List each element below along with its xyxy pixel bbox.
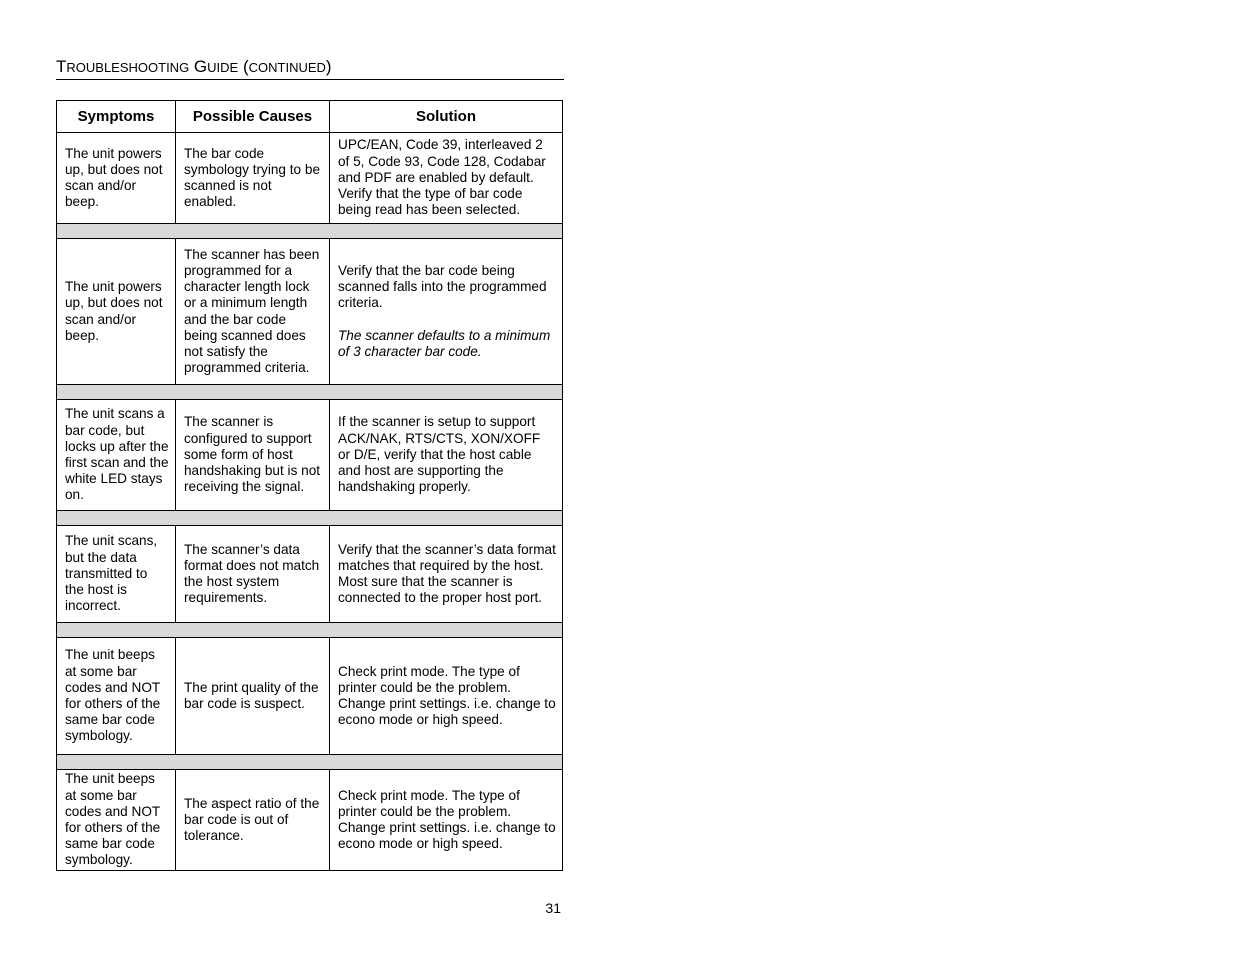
cause-cell: The aspect ratio of the bar code is out of tolerance.	[176, 770, 330, 871]
heading-close-paren: )	[325, 57, 332, 76]
solution-cell: Verify that the scanner’s data format matches that required by the host. Most sure that the scanner is connected to the proper host port.	[330, 526, 563, 623]
solution-cell: Check print mode. The type of printer could be the problem. Change print settings. i.e. change to econo mode or high speed.	[330, 770, 563, 871]
symptom-cell: The unit scans, but the data transmitted to the host is incorrect.	[57, 526, 176, 623]
symptom-cell: The unit beeps at some bar codes and NOT for others of the same bar code symbology.	[57, 638, 176, 755]
solution-cell	[330, 239, 563, 385]
troubleshooting-table	[56, 100, 563, 871]
page-number: 31	[545, 900, 561, 916]
table-row	[57, 239, 563, 385]
table-row	[57, 526, 563, 623]
table-row	[57, 400, 563, 511]
heading-open-paren: (	[242, 57, 249, 76]
cause-cell: The scanner’s data format does not match the host system requirements.	[176, 526, 330, 623]
table-header-row	[57, 101, 563, 133]
cause-cell: The scanner has been programmed for a character length lock or a minimum length and the bar code being scanned does not satisfy the programmed criteria.	[176, 239, 330, 385]
symptom-cell: The unit beeps at some bar codes and NOT for others of the same bar code symbology.	[57, 770, 176, 871]
separator-row	[57, 385, 563, 400]
table-row	[57, 133, 563, 224]
heading-cap-g: G	[193, 57, 208, 76]
symptom-cell: The unit scans a bar code, but locks up after the first scan and the white LED stays on.	[57, 400, 176, 511]
solution-text: Verify that the bar code being scanned falls into the programmed criteria.	[338, 262, 547, 311]
heading-word-continued: CONTINUED	[248, 60, 326, 75]
header-symptoms: Symptoms	[57, 101, 176, 133]
solution-cell: Check print mode. The type of printer could be the problem. Change print settings. i.e. change to econo mode or high speed.	[330, 638, 563, 755]
separator-row	[57, 623, 563, 638]
solution-note: The scanner defaults to a minimum of 3 character bar code.	[338, 327, 551, 359]
separator-row	[57, 224, 563, 239]
cause-cell: The bar code symbology trying to be scanned is not enabled.	[176, 133, 330, 224]
symptom-cell: The unit powers up, but does not scan and/or beep.	[57, 239, 176, 385]
heading-word-troubleshooting: ROUBLESHOOTING	[66, 60, 190, 75]
header-possible-causes: Possible Causes	[176, 101, 330, 133]
symptom-cell: The unit powers up, but does not scan and/or beep.	[57, 133, 176, 224]
solution-cell: If the scanner is setup to support ACK/NAK, RTS/CTS, XON/XOFF or D/E, verify that the host cable and host are supporting the handshaking properly.	[330, 400, 563, 511]
table-row	[57, 770, 563, 871]
separator-row	[57, 755, 563, 770]
table-row	[57, 638, 563, 755]
header-solution: Solution	[330, 101, 563, 133]
cause-cell: The scanner is configured to support some form of host handshaking but is not receiving the signal.	[176, 400, 330, 511]
separator-row	[57, 511, 563, 526]
page-heading	[56, 57, 564, 80]
heading-word-guide: UIDE	[207, 60, 239, 75]
heading-cap-t: T	[56, 57, 67, 76]
solution-cell: UPC/EAN, Code 39, interleaved 2 of 5, Code 93, Code 128, Codabar and PDF are enabled by default. Verify that the type of bar code being read has been selected.	[330, 133, 563, 224]
cause-cell: The print quality of the bar code is suspect.	[176, 638, 330, 755]
